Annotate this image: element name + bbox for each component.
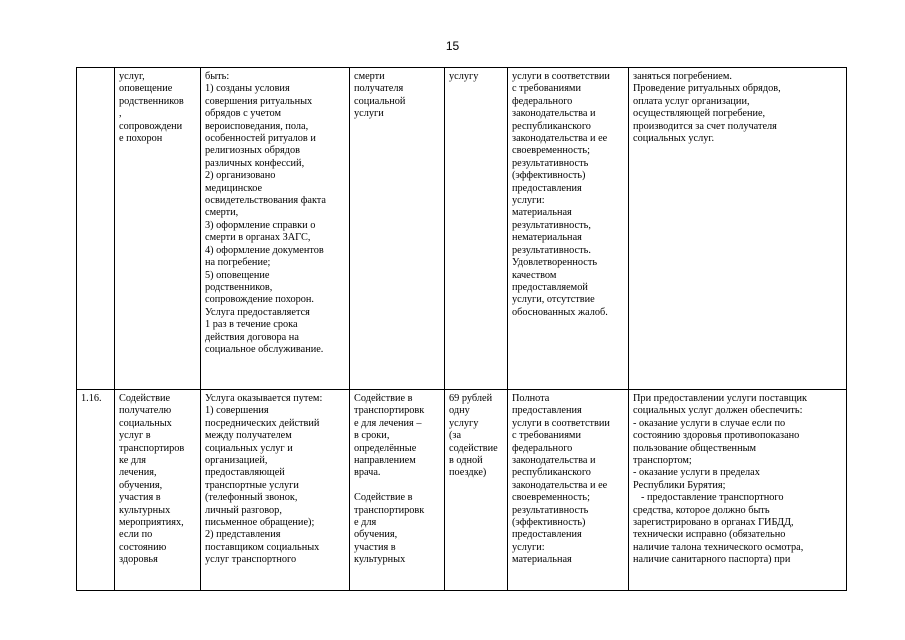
cell-text-line: результативность. [512, 244, 591, 256]
cell-text-line: транспортиров [119, 442, 185, 454]
cell-text-line: е похорон [119, 133, 163, 145]
cell-text-line: совершения ритуальных [205, 95, 313, 107]
cell-text-line: с требованиями [512, 83, 581, 95]
table-row [77, 390, 847, 591]
cell-text-line: услуги, отсутствие [512, 294, 595, 306]
cell-text-line: наличие талона технического осмотра, [633, 541, 804, 553]
cell-text-line: поставщиком социальных [205, 541, 320, 553]
cell-text-line: транспортировк [354, 504, 425, 516]
cell-text-line: сопровождени [119, 120, 183, 132]
cell-text-line: организацией, [205, 455, 268, 467]
cell-text-line: производится за счет получателя [633, 120, 777, 132]
cell-text-line: социальных [119, 417, 172, 429]
cell-text-line: е для [354, 517, 377, 529]
cell-text-line: участия в [119, 492, 161, 504]
cell-text-line: услугу [449, 71, 479, 82]
cell-text-line: , [119, 108, 122, 120]
cell-service-name [115, 68, 201, 390]
cell-text-line: обоснованных жалоб. [512, 306, 608, 318]
cell-text-line: наличие санитарного паспорта) при [633, 554, 791, 566]
cell-text-line: материальная [512, 207, 572, 219]
cell-text-line: 5) оповещение [205, 269, 270, 281]
cell-text-line: участия в [354, 541, 396, 553]
cell-text-line: услуги [354, 108, 384, 120]
cell-text-line: оплата услуг организации, [633, 95, 750, 107]
cell-text-line: услуги: [512, 541, 545, 553]
cell-text-line: обрядов с учетом [205, 108, 281, 120]
cell-text-line: медицинское [205, 182, 263, 194]
cell-text-line: 2) организовано [205, 170, 276, 182]
cell-text-line: предоставляющей [205, 467, 285, 479]
cell-quality-indicators [508, 390, 629, 591]
cell-text-line: родственников, [205, 281, 273, 293]
cell-text-line: нематериальная [512, 232, 582, 244]
cell-text-line: федерального [512, 442, 573, 454]
cell-text-line: предоставления [512, 182, 582, 194]
cell-text-line: осуществляющей погребение, [633, 108, 766, 120]
cell-text-line: социальных услуг и [205, 442, 293, 454]
cell-tariff [445, 68, 508, 390]
services-table [76, 67, 847, 591]
cell-text-line: социальное обслуживание. [205, 343, 324, 355]
cell-text-line: Содействие в [354, 492, 413, 504]
cell-text-line: Проведение ритуальных обрядов, [633, 83, 781, 95]
cell-text-line: республиканского [512, 467, 591, 479]
cell-text-line: сопровождение похорон. [205, 294, 314, 306]
cell-text-line: Содействие в [354, 393, 413, 404]
cell-text-line: обучения, [354, 529, 398, 541]
cell-text-line: При предоставлении услуги поставщик [633, 393, 808, 404]
cell-text-line: (эффективность) [512, 517, 586, 529]
cell-text-line: пользование общественным [633, 442, 757, 454]
cell-text-line: Удовлетворенность [512, 257, 598, 269]
cell-text-line: Услуга предоставляется [205, 306, 310, 318]
cell-text-line: услуги в соответствии [512, 417, 610, 429]
cell-text-line: различных конфессий, [205, 157, 305, 169]
cell-text-line: с требованиями [512, 430, 581, 442]
cell-text-line: здоровья [119, 554, 158, 566]
cell-text-line: результативность [512, 504, 589, 516]
cell-text-line: получателю [119, 405, 172, 417]
cell-text-line: Республики Бурятия; [633, 479, 726, 491]
cell-text-line: предоставления [512, 405, 582, 417]
cell-text-line: социальных услуг должен обеспечить: [633, 405, 803, 417]
page-number: 15 [445, 39, 460, 53]
cell-text-line: культурных [119, 504, 171, 516]
cell-text-line: (телефонный звонок, [205, 492, 298, 504]
cell-text-line: если по [119, 529, 153, 541]
cell-text-line: письменное обращение); [205, 517, 315, 529]
cell-text-line: транспортировк [354, 405, 425, 417]
cell-service-term [350, 390, 445, 591]
cell-text-line: предоставления [512, 529, 582, 541]
cell-text-line: в сроки, [354, 430, 390, 442]
cell-text-line: услугу [449, 417, 479, 429]
cell-text-line: врача. [354, 467, 381, 479]
cell-text-line: 3) оформление справки о [205, 219, 316, 231]
cell-text-line: законодательства и [512, 455, 596, 467]
cell-text-line: содействие [449, 442, 498, 454]
cell-text-line: ке для [119, 455, 147, 467]
cell-text-line: смерти в органах ЗАГС, [205, 232, 311, 244]
cell-text-line: освидетельствования факта [205, 195, 327, 207]
cell-text-line: услуг транспортного [205, 554, 297, 566]
cell-text-line: (эффективность) [512, 170, 586, 182]
cell-text-line: посреднических действий [205, 417, 320, 429]
cell-text-line: лечения, [119, 467, 157, 479]
cell-text-line: между получателем [205, 430, 292, 442]
cell-text-line: е для лечения – [354, 417, 422, 429]
cell-text-line: транспортом; [633, 455, 692, 467]
cell-text-line: законодательства и [512, 108, 596, 120]
cell-service-name [115, 390, 201, 591]
cell-text-line: направлением [354, 455, 416, 467]
cell-conditions [629, 390, 847, 591]
cell-text-line: своевременность; [512, 492, 590, 504]
cell-text-line: зарегистрировано в органах ГИБДД, [633, 517, 794, 529]
cell-tariff [445, 390, 508, 591]
cell-text-line: смерти, [205, 207, 239, 219]
cell-service-description [201, 390, 350, 591]
cell-text-line: заняться погребением. [633, 71, 732, 82]
cell-text-line: услуги в соответствии [512, 71, 610, 82]
cell-service-description [201, 68, 350, 390]
cell-text-line: 1 раз в течение срока [205, 319, 298, 331]
cell-conditions [629, 68, 847, 390]
cell-service-term [350, 68, 445, 390]
cell-text-line: получателя [354, 83, 404, 95]
cell-text-line: поездке) [449, 467, 487, 479]
cell-text-line: состоянию [119, 541, 167, 553]
cell-text-line: Полнота [512, 393, 550, 404]
cell-text-line: - оказание услуги в пределах [633, 467, 760, 479]
cell-text-line: обучения, [119, 479, 163, 491]
cell-text-line: состоянию здоровья противопоказано [633, 430, 800, 442]
cell-text-line: смерти [354, 71, 385, 82]
cell-text-line: одну [449, 405, 470, 417]
cell-text-line: религиозных обрядов [205, 145, 300, 157]
cell-text-line: особенностей ритуалов и [205, 133, 316, 145]
cell-text-line: предоставляемой [512, 281, 588, 293]
table-row [77, 68, 847, 390]
cell-text-line: Услуга оказывается путем: [205, 393, 323, 404]
cell-text-line: мероприятиях, [119, 517, 184, 529]
cell-text-line: оповещение [119, 83, 173, 95]
cell-text-line: в одной [449, 455, 483, 467]
cell-text-line: транспортные услуги [205, 479, 299, 491]
cell-text-line: действия договора на [205, 331, 299, 343]
cell-text-line: своевременность; [512, 145, 590, 157]
cell-text-line [354, 480, 441, 492]
cell-text-line: услуг, [119, 71, 145, 82]
cell-text-line: быть: [205, 71, 230, 82]
cell-text-line: личный разговор, [205, 504, 282, 516]
cell-text-line: законодательства и ее [512, 479, 608, 491]
cell-text-line: результативность [512, 157, 589, 169]
cell-quality-indicators [508, 68, 629, 390]
cell-text-line: республиканского [512, 120, 591, 132]
cell-text-line: культурных [354, 554, 406, 566]
cell-text-line: качеством [512, 269, 557, 281]
cell-text-line: 1) созданы условия [205, 83, 290, 95]
cell-text-line: социальных услуг. [633, 133, 715, 145]
cell-text-line: 69 рублей [449, 393, 493, 404]
cell-text-line: родственников [119, 95, 184, 107]
cell-text-line: 2) представления [205, 529, 281, 541]
cell-text-line: Содействие [119, 393, 171, 404]
cell-text-line: услуги: [512, 195, 545, 207]
cell-text-line: социальной [354, 95, 406, 107]
cell-number [77, 68, 115, 390]
cell-text-line: - оказание услуги в случае если по [633, 417, 786, 429]
cell-text-line: 1.16. [81, 393, 102, 404]
cell-text-line: определённые [354, 442, 417, 454]
cell-text-line: (за [449, 430, 462, 442]
cell-text-line: услуг в [119, 430, 151, 442]
cell-text-line: на погребение; [205, 257, 271, 269]
cell-text-line: - предоставление транспортного [641, 492, 784, 504]
cell-text-line: результативность, [512, 219, 591, 231]
cell-number [77, 390, 115, 591]
cell-text-line: 1) совершения [205, 405, 269, 417]
cell-text-line: федерального [512, 95, 573, 107]
cell-text-line: законодательства и ее [512, 133, 608, 145]
cell-text-line: материальная [512, 554, 572, 566]
cell-text-line: технически исправно (обязательно [633, 529, 786, 541]
cell-text-line: средства, которое должно быть [633, 504, 770, 516]
cell-text-line: вероисповедания, пола, [205, 120, 309, 132]
cell-text-line: 4) оформление документов [205, 244, 324, 256]
